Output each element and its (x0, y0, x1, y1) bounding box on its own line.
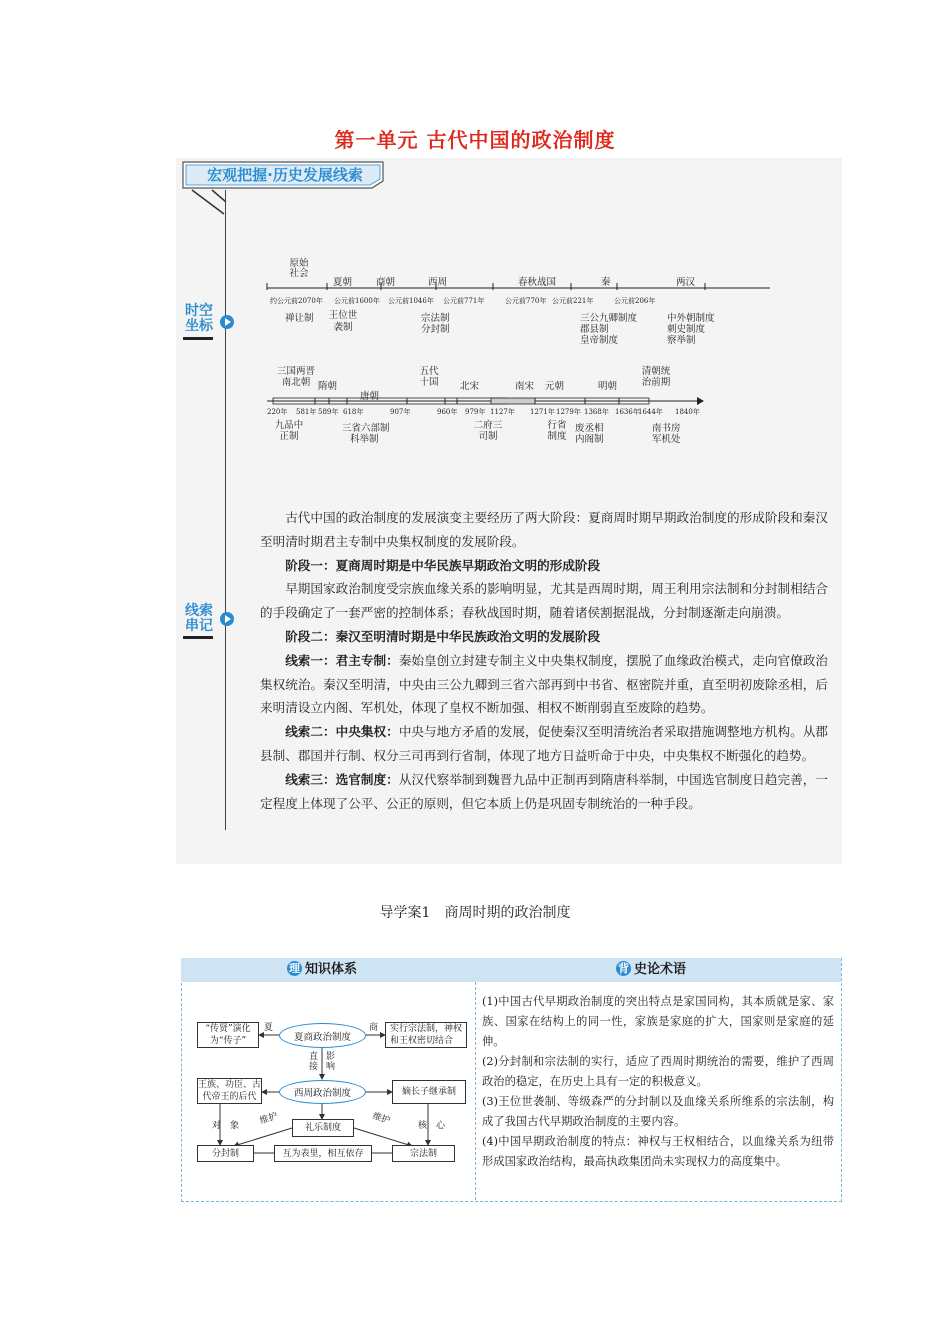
period-label: 三国两晋南北朝 (276, 366, 315, 388)
fenfeng-node: 分封制 (197, 1145, 254, 1162)
period-label: 南宋 (515, 381, 535, 392)
column-divider (475, 982, 476, 1200)
date-label: 1127年 (490, 408, 515, 416)
banner-title: 宏观把握·历史发展线索 (207, 166, 363, 184)
label-hexin: 核 心 (418, 1121, 446, 1131)
xizhou-node: 西周政治制度 (279, 1080, 366, 1104)
system-label: 郡县制 (580, 324, 609, 335)
badge-icon: 理 (289, 962, 300, 975)
date-label: 公元前771年 (443, 297, 485, 305)
lesson-title: 导学案1 商周时期的政治制度 (379, 905, 571, 921)
line1-body: 秦始皇创立封建专制主义中央集权制度，摆脱了血缘政治模式，走向官僚政治集权统治。秦汉至明清，中央由三公九卿到三省六部再到中书省、枢密院并重，直至明初废除丞相，后来明清设立内阁、军机处，体现了皇权不断加强、相权不断削弱直至废除的趋势。 (260, 652, 829, 716)
line3-label: 线索三：选官制度： (285, 771, 399, 787)
system-label: 分封制 (421, 324, 450, 335)
header-bar (181, 958, 841, 982)
unit-title: 第一单元 古代中国的政治制度 (334, 128, 616, 152)
term-item: (2)分封制和宗法制的实行，适应了西周时期统治的需要，维护了西周政治的稳定，在历史上具有一定的积极意义。 (482, 1055, 834, 1088)
stage1-title: 阶段一：夏商周时期是中华民族早期政治文明的形成阶段 (285, 557, 601, 573)
system-label: 废丞相 (575, 423, 604, 434)
line2-label: 线索二：中央集权： (285, 724, 399, 740)
wangzu-node: 王族、功臣、古代帝王的后代 (198, 1080, 262, 1102)
system-label: 二府三司制 (473, 420, 503, 442)
period-label: 西周 (428, 277, 448, 288)
date-label: 公元前1046年 (388, 297, 434, 305)
date-label: 960年 (437, 408, 458, 416)
line3-body: 从汉代察举制到魏晋九品中正制再到隋唐科举制，中国选官制度日趋完善，一定程度上体现了公平、公正的原则，但它本质上仍是巩固专制统治的一种手段。 (260, 771, 829, 811)
system-label: 宗法制 (421, 313, 450, 324)
intro-paragraph: 古代中国的政治制度的发展演变主要经历了两大阶段：夏商周时期早期政治制度的形成阶段和秦汉至明清时期君主专制中央集权制度的发展阶段。 (260, 510, 828, 549)
date-label: 公元前221年 (552, 297, 594, 305)
system-label: 禅让制 (285, 313, 314, 324)
system-label: 察举制 (667, 335, 696, 346)
system-label: 九品中正制 (274, 420, 304, 442)
date-label: 979年 (465, 408, 486, 416)
date-label: 220年 (267, 408, 288, 416)
date-label: 公元前206年 (614, 297, 656, 305)
banner-tail (190, 188, 230, 218)
date-label: 907年 (390, 408, 411, 416)
side-underline (183, 337, 213, 340)
timeline-vertical-line (225, 190, 226, 830)
chuanxian-node: “传贤”演化为“传子” (197, 1022, 259, 1048)
period-label: 元朝 (545, 381, 565, 392)
period-label: 北宋 (460, 381, 480, 392)
date-label: 1840年 (675, 408, 700, 416)
date-label: 约公元前2070年 (270, 297, 323, 305)
system-label: 科举制 (350, 434, 379, 445)
date-label: 1368年 (584, 408, 609, 416)
date-label: 1644年 (638, 408, 663, 416)
label-duixiang: 对 象 (212, 1121, 240, 1131)
label-zhijie: 直接 (309, 1052, 319, 1072)
date-label: 581年 (296, 408, 317, 416)
term-item: (4)中国早期政治制度的特点：神权与王权相结合，以血缘关系为纽带形成国家政治结构，最高执政集团尚未实现权力的高度集中。 (482, 1135, 834, 1168)
stage1-body: 早期国家政治制度受宗族血缘关系的影响明显，尤其是西周时期，周王利用宗法制和分封制相结合的手段确定了一套严密的控制体系；春秋战国时期，随着诸侯割据混战，分封制逐渐走向崩溃。 (260, 581, 828, 621)
period-label: 夏朝 (333, 277, 353, 288)
zongfa-node: 宗法制 (392, 1145, 455, 1162)
label-weihu-right: 维护 (371, 1111, 392, 1127)
system-label: 刺史制度 (667, 324, 706, 335)
system-label: 三公九卿制度 (580, 313, 638, 324)
system-label: 三省六部制 (342, 423, 390, 434)
stage2-title: 阶段二：秦汉至明清时期是中华民族政治文明的发展阶段 (285, 628, 601, 644)
date-label: 1636年 (615, 408, 640, 416)
period-label: 清朝统治前期 (641, 366, 671, 388)
label-weihu-left: 维护 (258, 1111, 279, 1127)
dizhang-node: 嫡长子继承制 (392, 1080, 466, 1104)
arrow-icon (220, 612, 234, 626)
period-label: 明朝 (598, 381, 618, 392)
side-label-clues: 线索 串记 (185, 603, 213, 634)
date-label: 589年 (318, 408, 339, 416)
terms-list (482, 992, 834, 1172)
system-label: 内阁制 (575, 434, 604, 445)
huwei-node: 互为表里，相互依存 (274, 1145, 372, 1162)
date-label: 公元前1600年 (334, 297, 380, 305)
period-label: 隋朝 (318, 381, 338, 392)
period-label: 两汉 (676, 277, 696, 288)
badge-icon: 背 (618, 962, 629, 975)
system-label: 中外朝制度 (667, 313, 715, 324)
system-label: 王位世袭制 (328, 310, 358, 333)
clues-text (260, 506, 828, 815)
system-label: 行省制度 (547, 420, 567, 442)
label-yingxiang: 影响 (326, 1052, 336, 1072)
date-label: 1279年 (556, 408, 581, 416)
label-xia: 夏 (264, 1023, 274, 1033)
term-item: (3)王位世袭制、等级森严的分封制以及血缘关系所维系的宗法制，构成了我国古代早期政治制度的主要内容。 (482, 1095, 834, 1128)
date-label: 公元前770年 (505, 297, 547, 305)
period-label: 唐朝 (360, 391, 380, 402)
knowledge-header: 理 知识体系 (289, 962, 358, 977)
knowledge-diagram (182, 982, 474, 1200)
line2-body: 中央与地方矛盾的发展，促使秦汉至明清统治者采取措施调整地方机构。从郡县制、郡国并行制、权分三司再到行省制，体现了地方日益听命于中央，中央集权不断强化的趋势。 (260, 724, 829, 763)
side-label-coords: 时空 坐标 (185, 303, 213, 334)
period-label: 商朝 (376, 277, 396, 288)
date-label: 618年 (343, 408, 364, 416)
term-item: (1)中国古代早期政治制度的突出特点是家国同构，其本质就是家、家族、国家在结构上的同一性，家族是家庭的扩大，国家则是家庭的延伸。 (482, 995, 834, 1048)
date-label: 1271年 (530, 408, 555, 416)
period-label: 原始社会 (289, 258, 309, 279)
label-shang: 商 (369, 1023, 379, 1033)
system-label: 皇帝制度 (580, 335, 619, 346)
system-label: 南书房 (652, 423, 681, 434)
shixing-node: 实行宗法制，神权和王权密切结合 (385, 1022, 467, 1048)
side-underline (183, 636, 213, 639)
period-label: 春秋战国 (518, 277, 557, 288)
line1-label: 线索一：君主专制： (285, 652, 399, 668)
terms-header: 背 史论术语 (618, 962, 687, 977)
arrow-icon (220, 315, 234, 329)
xiashang-node: 夏商政治制度 (279, 1023, 366, 1048)
system-label: 军机处 (652, 434, 681, 445)
period-label: 秦 (601, 277, 611, 288)
liyue-node: 礼乐制度 (292, 1119, 354, 1137)
period-label: 五代十国 (419, 366, 439, 388)
